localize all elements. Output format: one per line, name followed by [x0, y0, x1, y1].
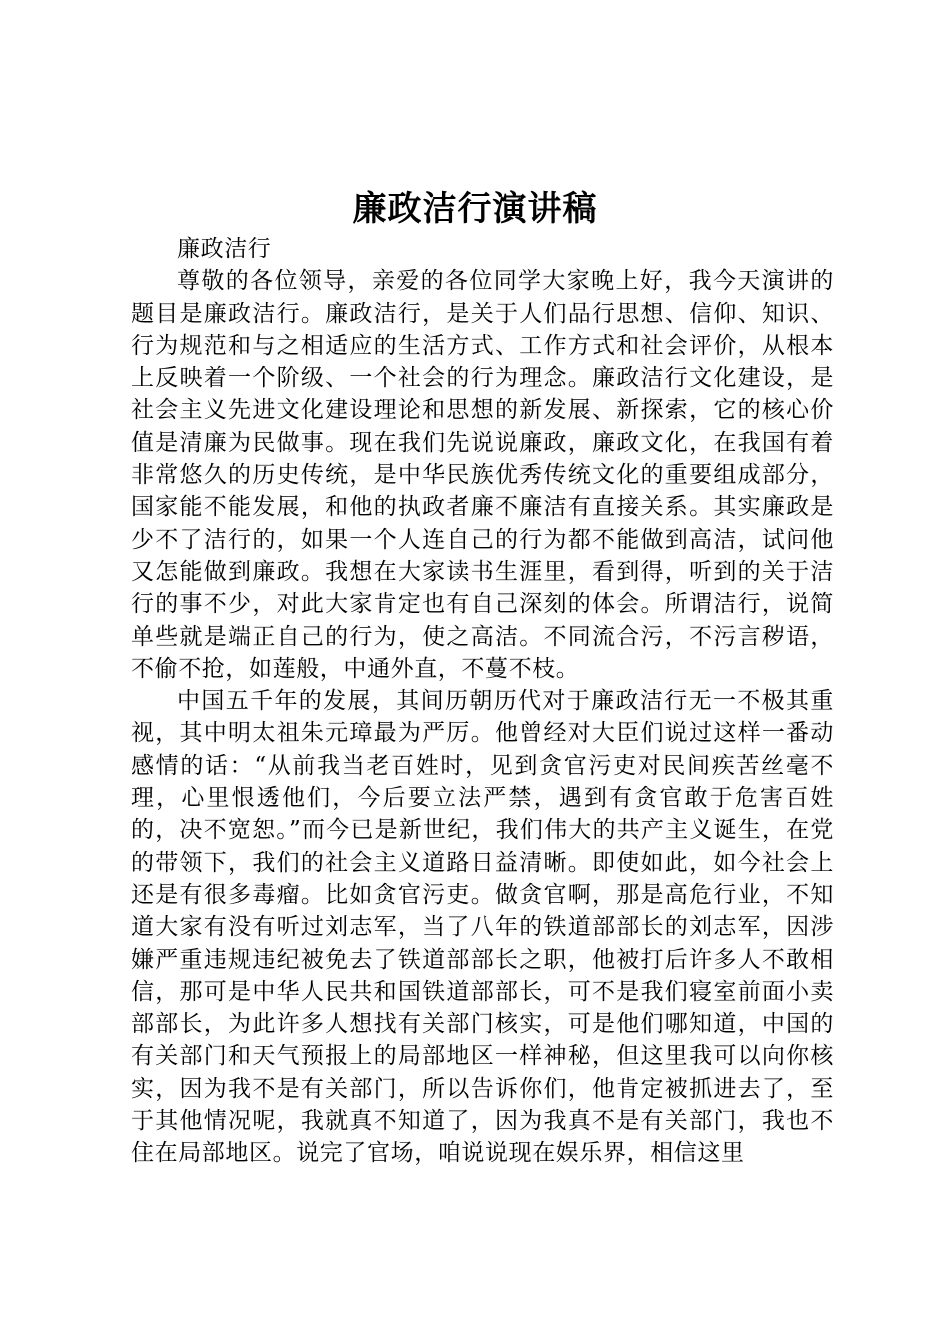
- document-title: 廉政洁行演讲稿: [352, 189, 598, 229]
- paragraph-heading: 廉政洁行: [177, 236, 272, 262]
- document-body: [131, 233, 834, 1170]
- paragraph-2: 中国五千年的发展，其间历朝历代对于廉政洁行无一不极其重视，其中明太祖朱元璋最为严厉。他曾经对大臣们说过这样一番动感情的话：“从前我当老百姓时，见到贪官污吏对民间疾苦丝毫不理，心里恨透他们，今后要立法严禁，遇到有贪官敢于危害百姓的，决不宽恕。”而今已是新世纪，我们伟大的共产主义诞生，在党的带领下，我们的社会主义道路日益清晰。即使如此，如今社会上还是有很多毒瘤。比如贪官污吏。做贪官啊，那是高危行业，不知道大家有没有听过刘志军，当了八年的铁道部部长的刘志军，因涉嫌严重违规违纪被免去了铁道部部长之职，他被打后许多人不敢相信，那可是中华人民共和国铁道部部长，可不是我们寝室前面小卖部部长，为此许多人想找有关部门核实，可是他们哪知道，中国的有关部门和天气预报上的局部地区一样神秘，但这里我可以向你核实，因为我不是有关部门，所以告诉你们，他肯定被抓进去了，至于其他情况呢，我就真不知道了，因为我真不是有关部门，我也不住在局部地区。说完了官场，咱说说现在娱乐界，相信这里: [131, 688, 834, 1167]
- paragraph-1: 尊敬的各位领导，亲爱的各位同学大家晚上好，我今天演讲的题目是廉政洁行。廉政洁行，是关于人们品行思想、信仰、知识、行为规范和与之相适应的生活方式、工作方式和社会评价，从根本上反映着一个阶级、一个社会的行为理念。廉政洁行文化建设，是社会主义先进文化建设理论和思想的新发展、新探索，它的核心价值是清廉为民做事。现在我们先说说廉政，廉政文化，在我国有着非常悠久的历史传统，是中华民族优秀传统文化的重要组成部分，国家能不能发展，和他的执政者廉不廉洁有直接关系。其实廉政是少不了洁行的，如果一个人连自己的行为都不能做到高洁，试问他又怎能做到廉政。我想在大家读书生涯里，看到得，听到的关于洁行的事不少，对此大家肯定也有自己深刻的体会。所谓洁行，说简单些就是端正自己的行为，使之高洁。不同流合污，不污言秽语，不偷不抢，如莲般，中通外直，不蔓不枝。: [131, 268, 834, 682]
